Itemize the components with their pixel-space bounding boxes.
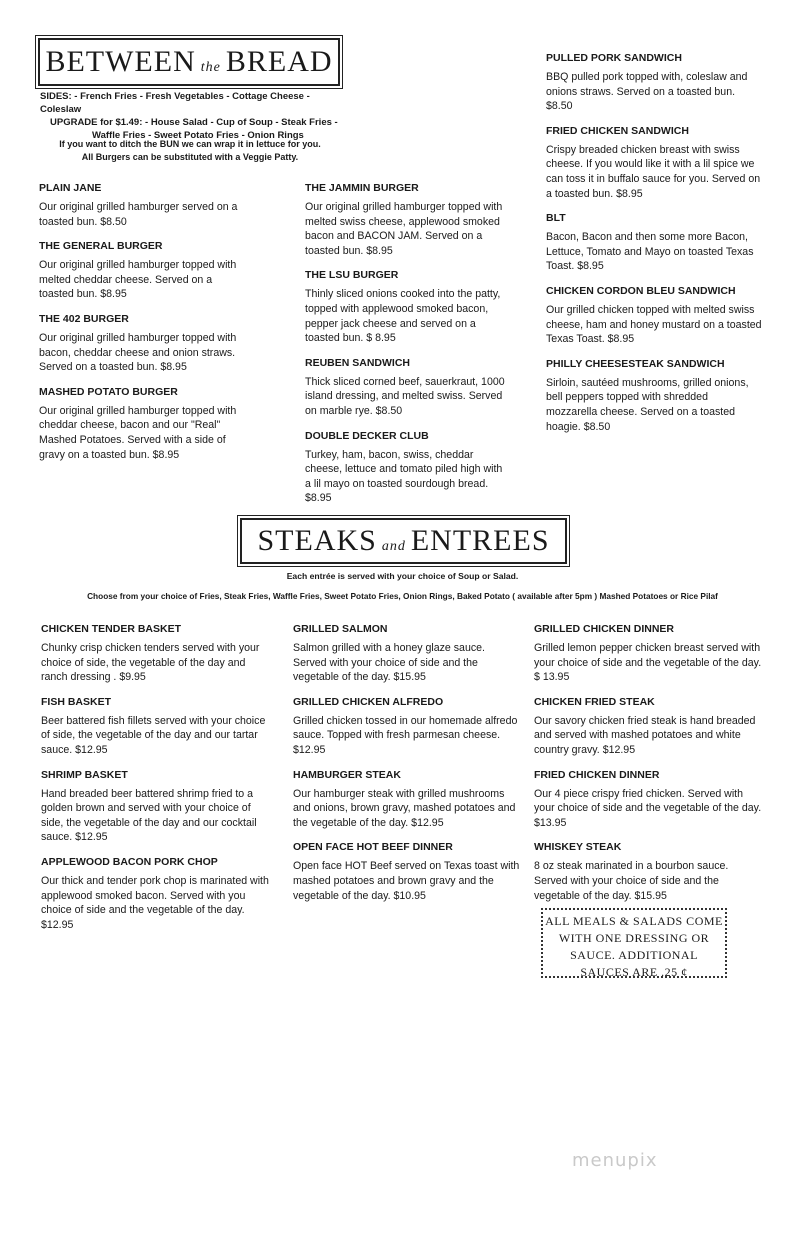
item-description: Our savory chicken fried steak is hand breaded and served with mashed potatoes and white country gravy. $12.95: [534, 714, 756, 756]
bread-column-1: [39, 182, 239, 473]
item-name: REUBEN SANDWICH: [305, 356, 410, 369]
item-description: Grilled chicken tossed in our homemade alfredo sauce. Topped with fresh parmesan cheese. $12.95: [293, 714, 518, 756]
item-description: 8 oz steak marinated in a bourbon sauce. Served with your choice of side and the vegetable of the day. $15.95: [534, 860, 729, 902]
item-description: Our original grilled hamburger topped with melted cheddar cheese. Served on a toasted bun. $8.95: [39, 259, 237, 301]
bun-notes: [40, 138, 340, 164]
item-description: Bacon, Bacon and then some more Bacon, Lettuce, Tomato and Mayo on toasted Texas Toast. $8.95: [546, 231, 754, 273]
bread-column-2: [305, 182, 507, 517]
item-description: Salmon grilled with a honey glaze sauce. Served with your choice of side and the vegetable of the day. $15.95: [293, 642, 485, 684]
menu-item: [41, 769, 273, 845]
menu-item: [534, 623, 762, 685]
item-name: PLAIN JANE: [39, 182, 102, 194]
menu-item: [546, 212, 762, 274]
item-description: Our original grilled hamburger served on a toasted bun. $8.50: [39, 201, 238, 228]
steaks-title-part1: STEAKS: [257, 524, 377, 557]
item-name: GRILLED SALMON: [293, 623, 388, 635]
item-name: PHILLY CHEESESTEAK SANDWICH: [546, 357, 725, 370]
item-name: THE 402 BURGER: [39, 312, 129, 325]
menu-item: [534, 696, 762, 758]
bread-title-part1: BETWEEN: [45, 45, 196, 78]
entree-soup-salad-note: Each entrée is served with your choice of Soup or Salad.: [286, 571, 519, 581]
menu-item: [41, 856, 273, 932]
sides-line: SIDES: - French Fries - Fresh Vegetables - Cottage Cheese - Coleslaw: [40, 91, 310, 115]
item-name: GRILLED CHICKEN DINNER: [534, 623, 675, 635]
item-name: PULLED PORK SANDWICH: [546, 52, 682, 64]
bread-title-the: the: [200, 60, 221, 75]
item-name: DOUBLE DECKER CLUB: [305, 429, 429, 442]
item-description: Our 4 piece crispy fried chicken. Served with your choice of side and the vegetable of the day. $13.95: [534, 787, 762, 829]
item-description: Beer battered fish fillets served with your choice of side, the vegetable of the day and our tartar sauce. $12.95: [41, 714, 266, 756]
steaks-column-3: [534, 623, 762, 914]
steaks-column-2: [293, 623, 521, 914]
item-description: Sirloin, sautéed mushrooms, grilled onions, bell peppers topped with shredded mozzarella cheese. Served on a toasted hoagie. $8.50: [546, 376, 749, 433]
item-name: CHICKEN CORDON BLEU SANDWICH: [546, 284, 736, 297]
steaks-section-title: [240, 518, 567, 564]
menu-item: [305, 357, 507, 419]
item-description: Thick sliced corned beef, sauerkraut, 1000 island dressing, and melted swiss. Served on marble rye. $8.50: [305, 375, 505, 417]
item-description: Open face HOT Beef served on Texas toast with mashed potatoes and brown gravy and the vegetable of the day. $10.95: [293, 860, 520, 902]
menu-item: [293, 769, 521, 831]
bun-note-1: If you want to ditch the BUN we can wrap it in lettuce for you.: [59, 139, 321, 149]
item-name: GRILLED CHICKEN ALFREDO: [293, 695, 444, 708]
menu-item: [534, 841, 762, 903]
bread-title-part2: BREAD: [225, 45, 333, 78]
item-description: Chunky crisp chicken tenders served with your choice of side, the vegetable of the day and ranch dressing . $9.95: [41, 642, 260, 684]
item-description: Our original grilled hamburger topped with bacon, cheddar cheese and onion straws. Served on a toasted bun. $8.95: [39, 331, 237, 374]
item-description: Our original grilled hamburger topped with melted swiss cheese, applewood smoked bacon and BACON JAM. Served on a toasted bun. $8.95: [305, 201, 503, 257]
menu-item: [39, 182, 239, 229]
item-name: THE JAMMIN BURGER: [305, 182, 419, 194]
sauce-note-box: [541, 908, 727, 978]
entree-sides-note: Choose from your choice of Fries, Steak Fries, Waffle Fries, Sweet Potato Fries, Onion Rings, Baked Potato ( available after 5pm ) Mashed Potatoes or Rice Pilaf: [87, 591, 718, 601]
item-name: HAMBURGER STEAK: [293, 768, 401, 781]
item-description: Crispy breaded chicken breast with swiss cheese. If you would like it with a lil spice we can toss it in buffalo sauce for you. Served on a toasted bun. $8.95: [546, 143, 761, 200]
item-description: Thinly sliced onions cooked into the patty, topped with applewood smoked bacon, pepper jack cheese and served on a toasted bun. $ 8.95: [305, 288, 501, 345]
bread-section-title: [38, 38, 340, 86]
menu-item: [39, 386, 239, 462]
menu-item: [41, 696, 273, 758]
item-description: Grilled lemon pepper chicken breast served with your choice of side and the vegetable of the day. $ 13.95: [534, 642, 762, 684]
upgrade-line-1: UPGRADE for $1.49: - House Salad - Cup of Soup - Steak Fries -: [50, 117, 338, 128]
item-name: FRIED CHICKEN SANDWICH: [546, 124, 689, 137]
menu-item: [293, 623, 521, 685]
menu-item: [41, 623, 273, 685]
sauce-note-text: ALL MEALS & SALADS COME WITH ONE DRESSING OR SAUCE. ADDITIONAL SAUCES ARE .25 ¢: [545, 914, 723, 979]
item-description: Hand breaded beer battered shrimp fried to a golden brown and served with your choice of side, the vegetable of the day and our cocktail sauce. $12.95: [41, 787, 257, 844]
item-description: BBQ pulled pork topped with, coleslaw and onions straws. Served on a toasted bun. $8.50: [546, 71, 748, 113]
item-description: Our thick and tender pork chop is marinated with applewood smoked bacon. Served with you choice of side and the vegetable of the day. $12.95: [41, 874, 269, 931]
menu-item: [293, 841, 521, 903]
menu-item: [293, 696, 521, 758]
upgrade-line-2: Waffle Fries - Sweet Potato Fries - Onion Rings: [92, 130, 304, 141]
item-name: APPLEWOOD BACON PORK CHOP: [41, 855, 218, 868]
menu-item: [546, 52, 762, 114]
steaks-title-and: and: [381, 539, 406, 554]
steaks-title-part2: ENTREES: [410, 524, 550, 557]
item-name: SHRIMP BASKET: [41, 768, 128, 781]
item-name: CHICKEN TENDER BASKET: [41, 623, 182, 635]
menu-item: [546, 358, 762, 434]
item-description: Our hamburger steak with grilled mushrooms and onions, brown gravy, mashed potatoes and the vegetable of the day. $12.95: [293, 787, 516, 829]
item-name: FRIED CHICKEN DINNER: [534, 768, 660, 781]
item-name: MASHED POTATO BURGER: [39, 385, 178, 398]
item-description: Turkey, ham, bacon, swiss, cheddar cheese, lettuce and tomato piled high with a lil mayo on toasted sourdough bread. $8.95: [305, 448, 503, 505]
bun-note-2: All Burgers can be substituted with a Veggie Patty.: [81, 152, 299, 162]
item-name: OPEN FACE HOT BEEF DINNER: [293, 841, 453, 854]
menu-item: [39, 240, 239, 302]
menu-item: [305, 430, 507, 506]
item-name: FISH BASKET: [41, 695, 112, 708]
menu-item: [546, 285, 762, 347]
item-name: THE LSU BURGER: [305, 269, 399, 282]
bread-sides-notes: [40, 90, 340, 142]
item-name: THE GENERAL BURGER: [39, 240, 163, 253]
item-name: CHICKEN FRIED STEAK: [534, 695, 655, 708]
menupix-watermark: menupix: [572, 1150, 658, 1171]
menu-item: [39, 313, 239, 375]
menu-item: [546, 125, 762, 201]
item-description: Our grilled chicken topped with melted swiss cheese, ham and honey mustard on a toasted Texas Toast. $8.95: [546, 303, 762, 346]
steaks-column-1: [41, 623, 273, 943]
item-description: Our original grilled hamburger topped with cheddar cheese, bacon and our "Real" Mashed Potatoes. Served with a side of gravy on a toasted bun. $8.95: [39, 404, 237, 461]
bread-column-3: [546, 52, 762, 445]
item-name: WHISKEY STEAK: [534, 841, 622, 854]
item-name: BLT: [546, 212, 566, 225]
menu-item: [305, 269, 507, 345]
menu-item: [534, 769, 762, 831]
menu-item: [305, 182, 507, 258]
